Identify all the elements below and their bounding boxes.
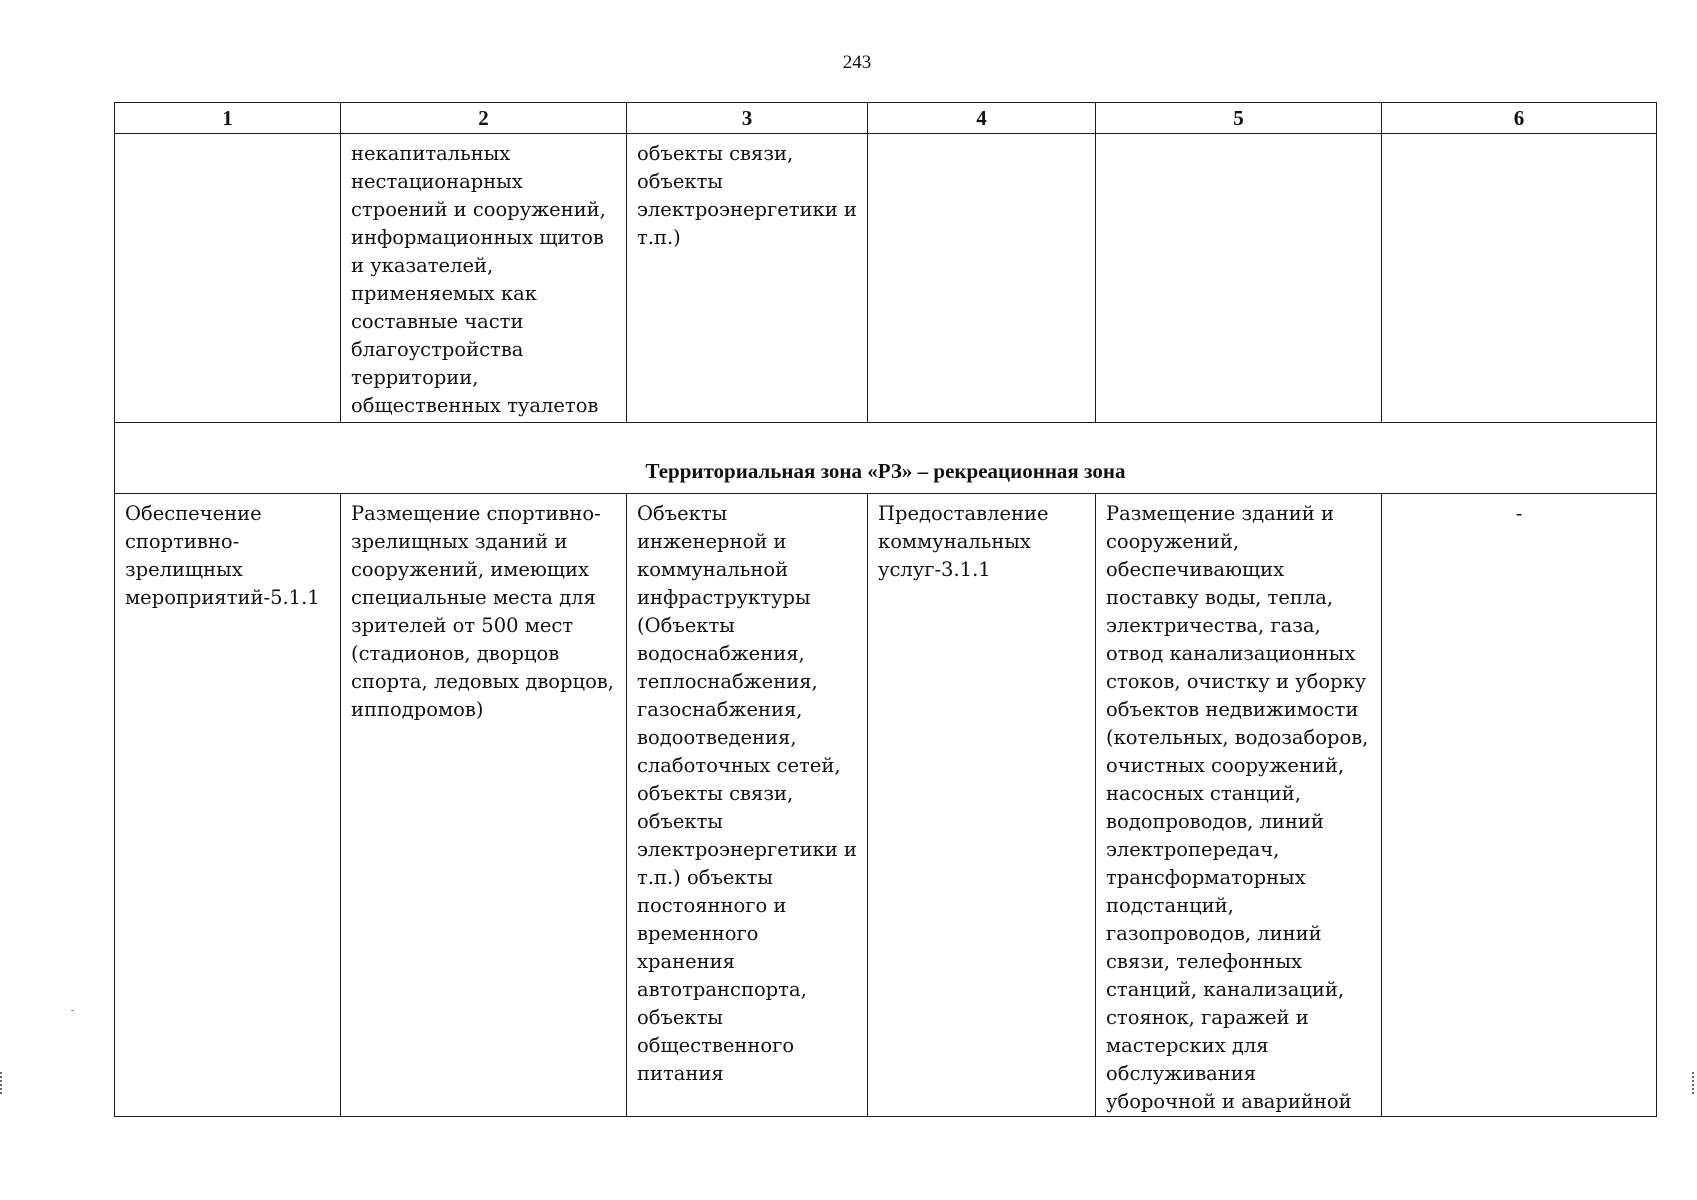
table-cell (115, 134, 341, 423)
zone-title: Территориальная зона «РЗ» – рекреационная зона (115, 423, 1657, 494)
table-cell (1382, 134, 1657, 423)
scan-speck (71, 1010, 74, 1011)
page-number: 243 (842, 52, 872, 73)
table-header-row (115, 103, 1657, 134)
table-cell: Объекты инженерной и коммунальной инфраструктуры (Объекты водоснабжения, теплоснабжения, газоснабжения, водоотведения, слаботочных сетей, объекты связи, объекты электроэнергетики и т.п.) объекты постоянного и временного хранения автотранспорта, объекты общественного питания (627, 494, 868, 1117)
table-cell: Размещение зданий и сооружений, обеспечивающих поставку воды, тепла, электричества, газа, отвод канализационных стоков, очистку и уборку объектов недвижимости (котельных, водозаборов, очистных сооружений, насосных станций, водопроводов, линий электропередач, трансформаторных подстанций, газопроводов, линий связи, телефонных станций, канализаций, стоянок, гаражей и мастерских для обслуживания уборочной и аварийной (1096, 494, 1382, 1117)
table-cell: Размещение спортивно-зрелищных зданий и сооружений, имеющих специальные места для зрителей от 500 мест (стадионов, дворцов спорта, ледовых дворцов, ипподромов) (341, 494, 627, 1117)
column-header-6: 6 (1382, 103, 1657, 134)
table-cell (868, 134, 1096, 423)
column-header-3: 3 (627, 103, 868, 134)
zone-heading-row (115, 423, 1657, 494)
scan-edge-mark-right (1692, 1072, 1697, 1094)
table-row (115, 494, 1657, 1117)
column-header-5: 5 (1096, 103, 1382, 134)
scan-edge-mark-left (0, 1072, 5, 1094)
column-header-2: 2 (341, 103, 627, 134)
table-cell: некапитальных нестационарных строений и сооружений, информационных щитов и указателей, применяемых как составные части благоустройства территории, общественных туалетов (341, 134, 627, 423)
column-header-1: 1 (115, 103, 341, 134)
table-cell: Обеспечение спортивно-зрелищных мероприятий-5.1.1 (115, 494, 341, 1117)
zoning-table (114, 102, 1657, 1117)
table-row (115, 134, 1657, 423)
table-cell (1096, 134, 1382, 423)
table-cell: - (1382, 494, 1657, 1117)
table-cell: Предоставление коммунальных услуг-3.1.1 (868, 494, 1096, 1117)
table-cell: объекты связи, объекты электроэнергетики и т.п.) (627, 134, 868, 423)
column-header-4: 4 (868, 103, 1096, 134)
